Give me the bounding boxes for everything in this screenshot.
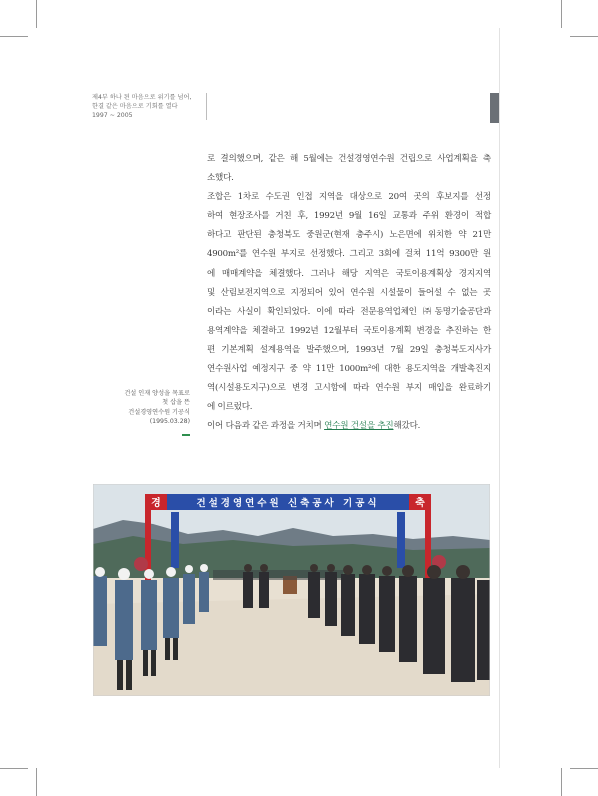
paragraph-3-lead: 이어 다음과 같은 과정을 거치며 [207, 421, 325, 432]
crop-mark-bottom-left-h [0, 768, 28, 769]
running-head-line-3: 1997 ~ 2005 [92, 112, 133, 119]
crop-mark-bottom-right-h [570, 768, 598, 769]
paragraph-1 [207, 150, 491, 188]
banner-title: 건설경영연수원 신축공사 기공식 [196, 498, 380, 509]
photo-caption [96, 389, 190, 427]
crop-mark-bottom-right-v [561, 768, 562, 796]
body-text [207, 150, 491, 436]
caption-line-3: 건설경영연수원 기공식 [128, 408, 190, 416]
text-line: 4900m²를 연수원 부지로 선정했다. 그리고 3회에 걸쳐 11억 9300만 원 [207, 249, 491, 260]
construction-link[interactable]: 연수원 건설을 추진 [324, 421, 394, 432]
caption-line-2: 첫 삽을 뜬 [162, 399, 190, 407]
page-margin-rule [499, 28, 500, 768]
text-line: 역(시설용도지구)으로 변경 고시함에 따라 연수원 부지 매입을 완료하기 [207, 383, 491, 394]
crop-mark-bottom-left-v [36, 768, 37, 796]
paragraph-3 [207, 417, 491, 436]
text-line: 하다고 판단된 충청북도 중원군(현재 충주시) 노은면에 위치한 약 21만 [207, 230, 491, 241]
text-line: 소했다. [207, 173, 234, 184]
text-line: 용역계약을 체결하고 1992년 12월부터 국토이용계획 변경을 추진하는 한 [207, 325, 491, 336]
banner-left-char: 경 [151, 498, 161, 509]
text-line: 편 기본계획 설계용역을 발주했으며, 1993년 7월 29일 충청북도지사가 [207, 344, 491, 355]
crop-mark-top-right-v [561, 0, 562, 28]
text-line: 에 이르렀다. [207, 402, 253, 413]
text-line: 연수원사업 예정지구 중 약 11만 1000m²에 대한 용도지역을 개발촉진지 [207, 364, 491, 375]
text-line: 하여 현장조사를 거친 후, 1992년 9월 16일 교통과 주위 환경이 적합 [207, 211, 491, 222]
text-line [207, 417, 491, 436]
running-head [92, 93, 204, 120]
caption-accent-mark [182, 434, 190, 436]
text-line: 및 산림보전지역으로 지정되어 있어 연수원 시설물이 들어설 수 없는 곳 [207, 287, 491, 298]
crop-mark-top-right-h [570, 36, 598, 37]
running-head-line-1: 제4부 하나 된 마음으로 위기를 넘어, [92, 94, 192, 101]
caption-line-4: (1995.03.28) [149, 418, 190, 426]
crop-mark-top-left-v [36, 0, 37, 28]
caption-line-1: 건설 인재 양성을 목표로 [124, 390, 190, 397]
text-line: 조합은 1차로 수도권 인접 지역을 대상으로 20여 곳의 후보지를 선정 [207, 192, 491, 203]
running-head-divider [206, 93, 207, 120]
text-line: 이라는 사실이 확인되었다. 이에 따라 전문용역업체인 ㈜동명기술공단과 [207, 306, 491, 317]
section-tab-marker [490, 93, 499, 123]
groundbreaking-ceremony-photo [93, 484, 490, 696]
paragraph-2 [207, 188, 491, 417]
text-line: 로 결의했으며, 같은 해 5월에는 건설경영연수원 건립으로 사업계획을 축 [207, 154, 491, 164]
paragraph-3-tail: 해갔다. [393, 421, 421, 432]
running-head-line-2: 한결 같은 마음으로 기회를 열다 [92, 103, 178, 110]
crop-mark-top-left-h [0, 36, 28, 37]
banner-right-char: 축 [415, 498, 425, 509]
text-line: 에 매매계약을 체결했다. 그러나 해당 지역은 국토이용계획상 경지지역 [207, 268, 491, 279]
